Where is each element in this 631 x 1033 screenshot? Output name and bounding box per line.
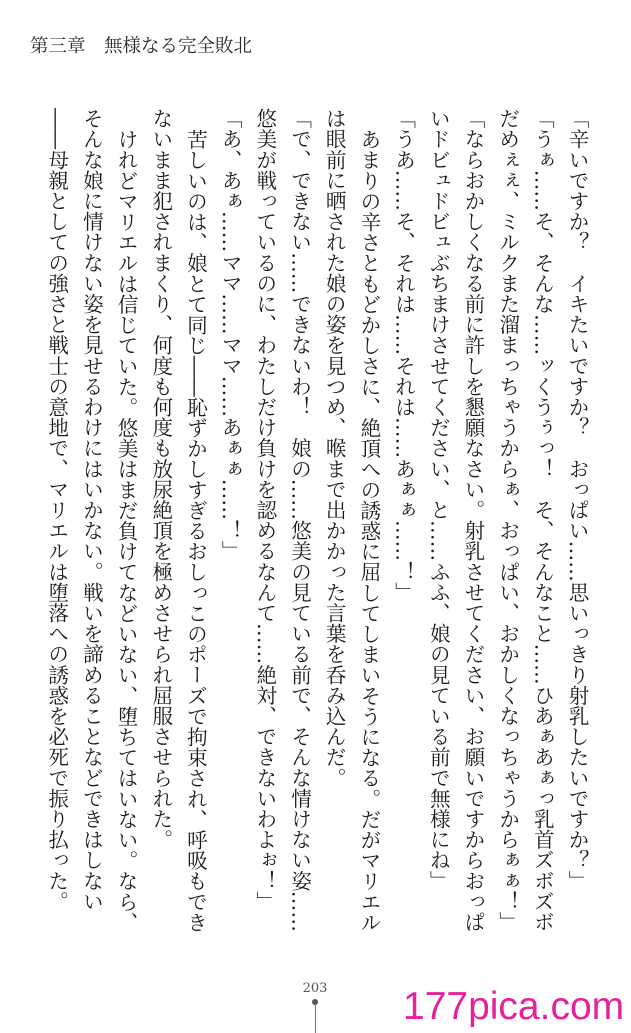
text-line: そんな娘に情けない姿を見せるわけにはいかない。戦いを諦めることなどできはしない <box>79 108 104 912</box>
text-line: あまりの辛さともどかしさに、絶頂への誘惑に屈してしまいそうになる。だがマリエル <box>356 128 381 932</box>
text-line: けれどマリエルは信じていた。悠美はまだ負けてなどいない、堕ちてはいない。なら、 <box>114 128 139 932</box>
text-line: だめぇぇ、ミルクまた溜まっちゃうからぁ、おっぱい、おかしくなっちゃうからぁぁ！」 <box>495 108 520 932</box>
text-line: いドビュドビュぶちまけさせてください、と……ふふ、娘の見ている前で無様にね」 <box>426 108 451 891</box>
text-line: は眼前に晒された娘の姿を見つめ、喉まで出かかった言葉を呑み込んだ。 <box>322 108 347 788</box>
chapter-header: 第三章 無様なる完全敗北 <box>30 36 253 57</box>
body-text <box>38 108 594 968</box>
text-line: 悠美が戦っているのに、わたしだけ負けを認めるなんて……絶対、できないわよぉ！」 <box>252 108 277 912</box>
page-number: 203 <box>302 981 328 996</box>
watermark: 177pica.com <box>403 985 625 1028</box>
text-line: ないまま犯されまくり、何度も何度も放尿絶頂を極めさせられ屈服させられた。 <box>148 108 173 850</box>
text-line: 「うぁ……そ、そんな……ッくうぅっ！ そ、そんなこと……ひあぁあぁっ乳首ズボズボ <box>530 108 555 932</box>
text-line: 「で、できない……できないわ！ 娘の……悠美の見ている前で、そんな情けない姿…… <box>287 108 312 932</box>
text-line: 「うあ……そ、それは……それは……あぁぁ……！」 <box>391 108 416 603</box>
text-line: 「辛いですか？ イキたいですか？ おっぱい……思いっきり射乳したいですか？」 <box>565 108 589 891</box>
page-number-rule <box>315 1005 316 1033</box>
text-line: 「ならおかしくなる前に許しを懇願なさい。射乳させてください、お願いですからおっぱ <box>460 108 485 932</box>
text-line: 「あ、あぁ……ママ……ママ……あぁぁ……！」 <box>218 108 243 562</box>
text-line: ――母親としての強さと戦士の意地で、マリエルは堕落への誘惑を必死で振り払った。 <box>44 108 69 912</box>
text-line: 苦しいのは、娘とて同じ――恥ずかしすぎるおしっこのポーズで拘束され、呼吸もでき <box>183 128 208 932</box>
